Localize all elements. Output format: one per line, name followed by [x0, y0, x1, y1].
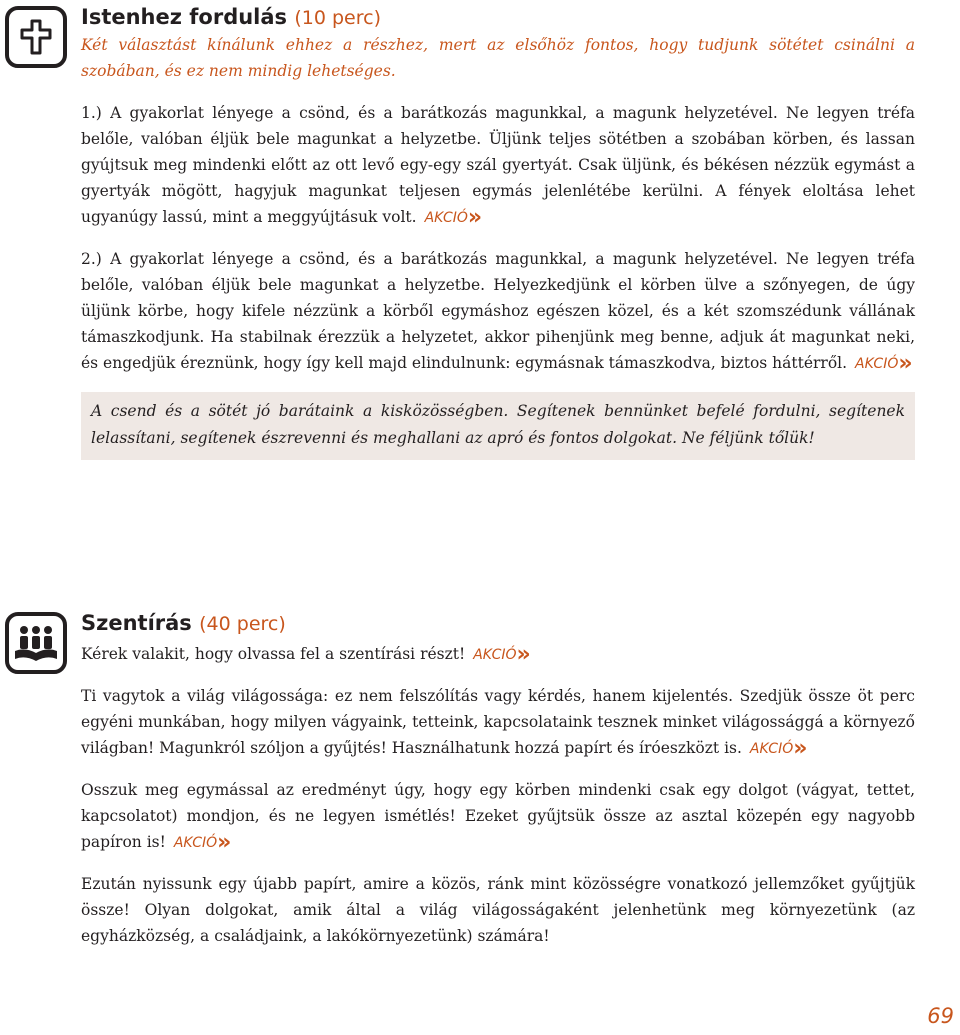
chevron-icon: » — [467, 205, 483, 230]
callout-box: A csend és a sötét jó barátaink a kisközösségben. Segítenek bennünket befelé fordulni, segítenek lelassítani, segítenek észrevenni és meghallani az apró és fontos dolgokat. Ne féljünk tőlük! — [81, 392, 915, 460]
page-number: 69 — [927, 1004, 954, 1028]
akcio-marker: AKCIÓ» — [749, 736, 808, 761]
open-book-people-icon — [5, 612, 67, 674]
paragraph-intro: Kérek valakit, hogy olvassa fel a szentírási részt! AKCIÓ» — [81, 642, 531, 667]
akcio-marker: AKCIÓ» — [855, 351, 913, 376]
section-title: Istenhez fordulás — [81, 5, 288, 29]
section-heading — [81, 3, 915, 32]
section-duration: (40 perc) — [199, 613, 286, 635]
akcio-marker: AKCIÓ» — [424, 205, 483, 230]
akcio-marker: AKCIÓ» — [173, 830, 232, 855]
cross-icon — [5, 6, 67, 68]
section-heading — [81, 609, 915, 638]
paragraph: 2.) A gyakorlat lényege a csönd, és a barátkozás magunkkal, a magunk helyzetével. Ne legyen tréfa belőle, valóban éljük bele magunkat a helyzetbe. Helyezkedjünk el körben ülve a szőnyegen, de úgy üljünk körbe, hogy kifele nézzünk a körből egymáshoz egészen közel, és a két szomszédunk vállának támaszkodjunk. Ha stabilnak érezzük a helyzetet, akkor pihenjünk meg benne, adjuk át magunkat neki, és engedjük éreznünk, hogy így kell majd elindulnunk: egymásnak támaszkodva, biztos háttérről. AKCIÓ» — [81, 250, 915, 376]
section-subtitle: Két választást kínálunk ehhez a részhez, mert az elsőhöz fontos, hogy tudjunk sötétet csinálni a szobában, és ez nem mindig lehetséges. — [81, 36, 915, 80]
paragraph: Osszuk meg egymással az eredményt úgy, hogy egy körben mindenki csak egy dolgot (vágyat, tettet, kapcsolatot) mondjon, és ne legyen ismétlés! Ezeket gyűjtsük össze az asztal közepén egy nagyobb papíron is! AKCIÓ» — [81, 781, 915, 855]
paragraph: 1.) A gyakorlat lényege a csönd, és a barátkozás magunkkal, a magunk helyzetével. Ne legyen tréfa belőle, valóban éljük bele magunkat a helyzetbe. Üljünk teljes sötétben a szobában körben, és lassan gyújtsuk meg mindenki előtt az ott levő egy-egy szál gyertyát. Csak üljünk, és békésen nézzük egymást a gyertyák mögött, hagyjuk magunkat teljesen egymás jelenlétébe kerülni. A fények eloltása lehet ugyanúgy lassú, mint a meggyújtásuk volt. AKCIÓ» — [81, 104, 915, 230]
chevron-icon: » — [793, 736, 808, 761]
chevron-icon: » — [516, 642, 531, 667]
section-title: Szentírás — [81, 611, 192, 635]
chevron-icon: » — [217, 830, 232, 855]
akcio-marker: AKCIÓ» — [473, 642, 531, 667]
paragraph: Ezután nyissunk egy újabb papírt, amire a közös, ránk mint közösségre vonatkozó jellemzőket gyűjtjük össze! Olyan dolgokat, amik által a világ világosságaként jelenhetünk meg környezetünk (az egyházközség, a családjaink, a lakókörnyezetünk) számára! — [81, 875, 915, 945]
section-duration: (10 perc) — [294, 7, 381, 29]
paragraph: Ti vagytok a világ világossága: ez nem felszólítás vagy kérdés, hanem kijelentés. Szedjük össze öt perc egyéni munkában, hogy milyen vágyaink, tetteink, kapcsolataink tesznek minket világossággá a környező világban! Magunkról szóljon a gyűjtés! Használhatunk hozzá papírt és íróeszközt is. AKCIÓ» — [81, 687, 915, 761]
chevron-icon: » — [898, 351, 913, 376]
